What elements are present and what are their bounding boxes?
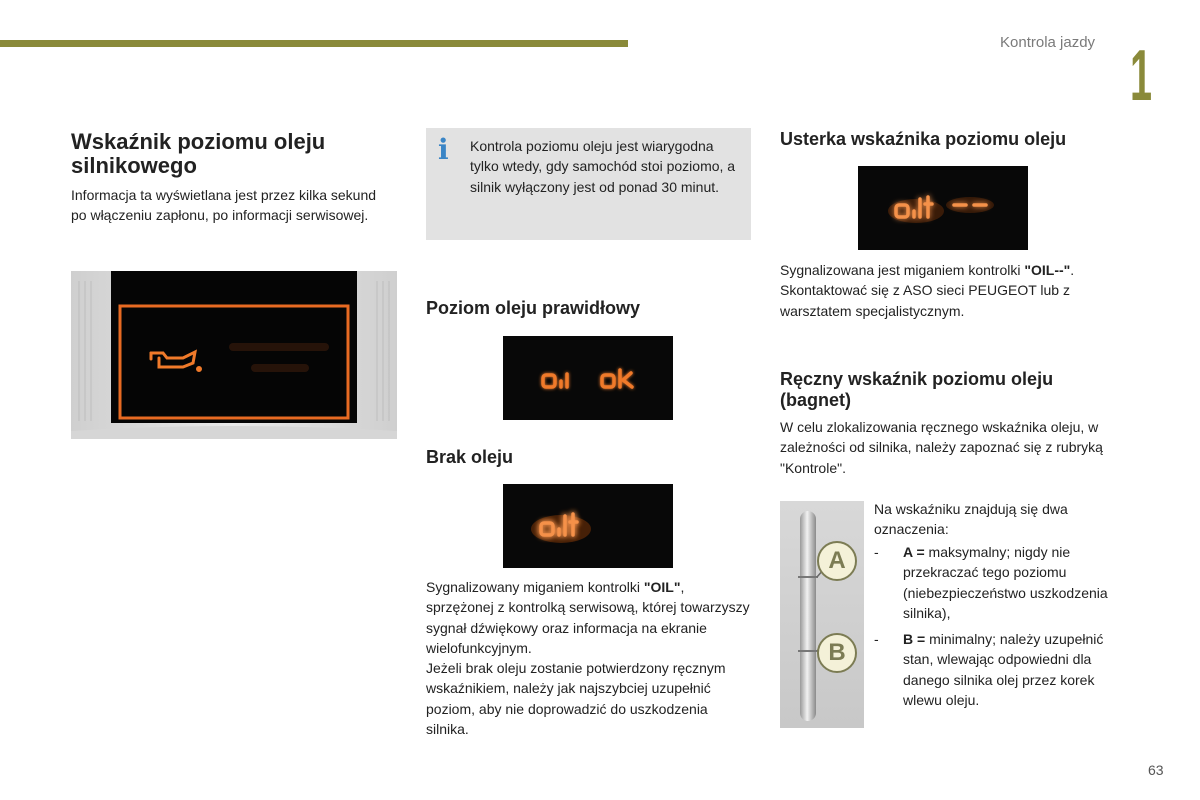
oil-ok-heading: Poziom oleju prawidłowy [426, 298, 641, 318]
no-oil-paragraph-1: Sygnalizowany miganiem kontrolki "OIL", sprzężonej z kontrolką serwisową, której towarzyszy sygnał dźwiękowy oraz informacja na ekranie wielofunkcyjnym. [426, 579, 750, 656]
list-item-max: - A = maksymalny; nigdy nie przekraczać tego poziomu (niebezpieczeństwo uszkodzenia silnika), [874, 544, 1108, 621]
fault-heading: Usterka wskaźnika poziomu oleju [780, 129, 1067, 149]
header-accent-bar [0, 40, 628, 47]
marker-a-badge: A [817, 541, 857, 581]
info-note-text: Kontrola poziomu oleju jest wiarygodna tylko wtedy, gdy samochód stoi poziomo, a silnik wyłączony jest od ponad 30 minut. [470, 138, 736, 195]
no-oil-paragraph-2: Jeżeli brak oleju zostanie potwierdzony ręcznym wskaźnikiem, należy jak najszybciej uzupełnić poziom, aby nie doprowadzić do uszkodzenia silnika. [426, 660, 726, 737]
dipstick-illustration [780, 501, 864, 728]
fault-paragraph: Sygnalizowana jest miganiem kontrolki "OIL--". Skontaktować się z ASO sieci PEUGEOT lub z warsztatem specjalistycznym. [780, 262, 1075, 319]
page-number: 63 [1148, 762, 1164, 778]
page-title: Wskaźnik poziomu oleju silnikowego [71, 129, 326, 178]
list-dash: - [874, 631, 879, 647]
marker-b-badge: B [817, 633, 857, 673]
chapter-number: 1 [1130, 36, 1153, 116]
list-dash: - [874, 544, 879, 560]
dashboard-screen-illustration [71, 271, 397, 439]
oil-fault-label: "OIL--" [1024, 262, 1071, 278]
item-a-key: A = [903, 544, 925, 560]
list-item-min: - B = minimalny; należy uzupełnić stan, wlewając odpowiedni dla danego silnika olej przez korek wlewu oleju. [874, 631, 1104, 708]
no-oil-display [503, 484, 673, 568]
info-icon: i [438, 133, 449, 166]
manual-dipstick-paragraph: W celu zlokalizowania ręcznego wskaźnika oleju, w zależności od silnika, należy zapoznać się z rubryką "Kontrole". [780, 419, 1103, 476]
fault-display [858, 166, 1028, 250]
item-b-key: B = [903, 631, 926, 647]
manual-dipstick-heading: Ręczny wskaźnik poziomu oleju (bagnet) [780, 369, 1054, 410]
no-oil-heading: Brak oleju [426, 447, 514, 467]
oil-ok-display [503, 336, 673, 420]
oil-warning-label: "OIL" [643, 579, 681, 595]
section-title: Kontrola jazdy [1000, 34, 1096, 51]
intro-paragraph: Informacja ta wyświetlana jest przez kilka sekund po włączeniu zapłonu, po informacji serwisowej. [71, 187, 377, 224]
dipstick-intro: Na wskaźniku znajdują się dwa oznaczenia: [874, 501, 1068, 538]
